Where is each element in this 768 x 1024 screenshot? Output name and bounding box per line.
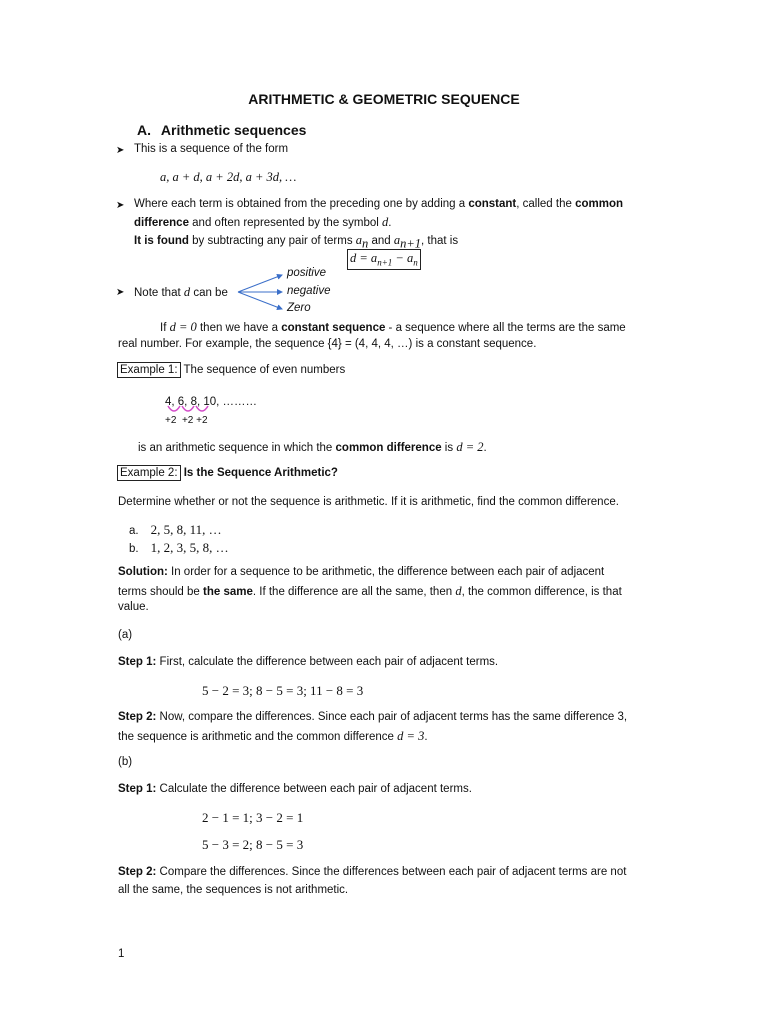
section-letter: A. (137, 122, 151, 138)
difference-braces-icon (166, 404, 216, 414)
page-number: 1 (118, 948, 125, 960)
section-heading (137, 122, 306, 138)
solution-line-2: terms should be the same. If the difference are all the same, then d, the common difference, is that (118, 584, 622, 598)
list-item: b. 1, 2, 3, 5, 8, … (129, 540, 229, 555)
part-b-equation-2: 5 − 3 = 2; 8 − 5 = 3 (202, 837, 304, 852)
bullet-2-line-1: Where each term is obtained from the preceding one by adding a constant, called the common (134, 198, 624, 210)
section-title: Arithmetic sequences (160, 122, 307, 138)
example-1-heading: Example 1: The sequence of even numbers (117, 364, 345, 376)
arrow-positive (238, 275, 282, 292)
example-1-conclusion: is an arithmetic sequence in which the common difference is d = 2. (138, 440, 487, 454)
bullet-3-icon: ➤ (116, 287, 125, 298)
solution-line-1: Solution: In order for a sequence to be arithmetic, the difference between each pair of adjacent (118, 566, 605, 578)
solution-line-3: value. (118, 601, 149, 613)
part-b-step-2-line-1: Step 2: Compare the differences. Since the differences between each pair of adjacent terms are not (118, 866, 627, 878)
bullet-1-text: This is a sequence of the form (134, 143, 289, 155)
difference-labels: +2 +2 +2 (165, 415, 208, 426)
bullet-2-line-3: It is found by subtracting any pair of terms $a_n$ and $a_{n+1}$, that is (134, 233, 459, 251)
example-2-heading: Example 2: Is the Sequence Arithmetic? (117, 467, 338, 479)
example-2-prompt: Determine whether or not the sequence is arithmetic. If it is arithmetic, find the common difference. (118, 496, 619, 508)
option-negative: negative (287, 285, 331, 297)
part-a-label: (a) (118, 629, 133, 641)
list-item: a. 2, 5, 8, 11, … (129, 522, 222, 537)
bullet-2-icon: ➤ (116, 200, 125, 211)
arrow-zero (238, 292, 282, 309)
sequence-form-formula: a, a + d, a + 2d, a + 3d, … (160, 170, 297, 184)
option-zero: Zero (287, 302, 311, 314)
bullet-2-line-2: difference and often represented by the symbol d. (134, 215, 392, 229)
even-sequence: 4, 6, 8, 10, ……… (165, 396, 258, 408)
bullet-1-icon: ➤ (116, 145, 125, 156)
constant-sequence-line-2: real number. For example, the sequence {4} = (4, 4, 4, …) is a constant sequence. (118, 338, 537, 350)
part-a-equation: 5 − 2 = 3; 8 − 5 = 3; 11 − 8 = 3 (202, 683, 364, 698)
part-b-step-2-line-2: all the same, the sequences is not arithmetic. (118, 884, 349, 896)
bullet-3-text: Note that d can be (134, 285, 228, 299)
option-positive: positive (287, 267, 326, 279)
part-b-step-1: Step 1: Calculate the difference between each pair of adjacent terms. (118, 783, 472, 795)
example-1-label: Example 1: (117, 362, 181, 378)
constant-sequence-line-1: If d = 0 then we have a constant sequence - a sequence where all the terms are the same (160, 320, 626, 334)
part-a-step-2-line-1: Step 2: Now, compare the differences. Since each pair of adjacent terms has the same difference 3, (118, 711, 628, 723)
part-b-equation-1: 2 − 1 = 1; 3 − 2 = 1 (202, 810, 304, 825)
part-a-step-1: Step 1: First, calculate the difference between each pair of adjacent terms. (118, 656, 499, 668)
part-a-step-2-line-2: the sequence is arithmetic and the common difference d = 3. (118, 729, 428, 743)
common-difference-formula: $d = a_{n+1} - a_n$ (347, 249, 421, 270)
page-title: ARITHMETIC & GEOMETRIC SEQUENCE (248, 91, 520, 107)
part-b-label: (b) (118, 756, 133, 768)
example-2-label: Example 2: (117, 465, 181, 481)
